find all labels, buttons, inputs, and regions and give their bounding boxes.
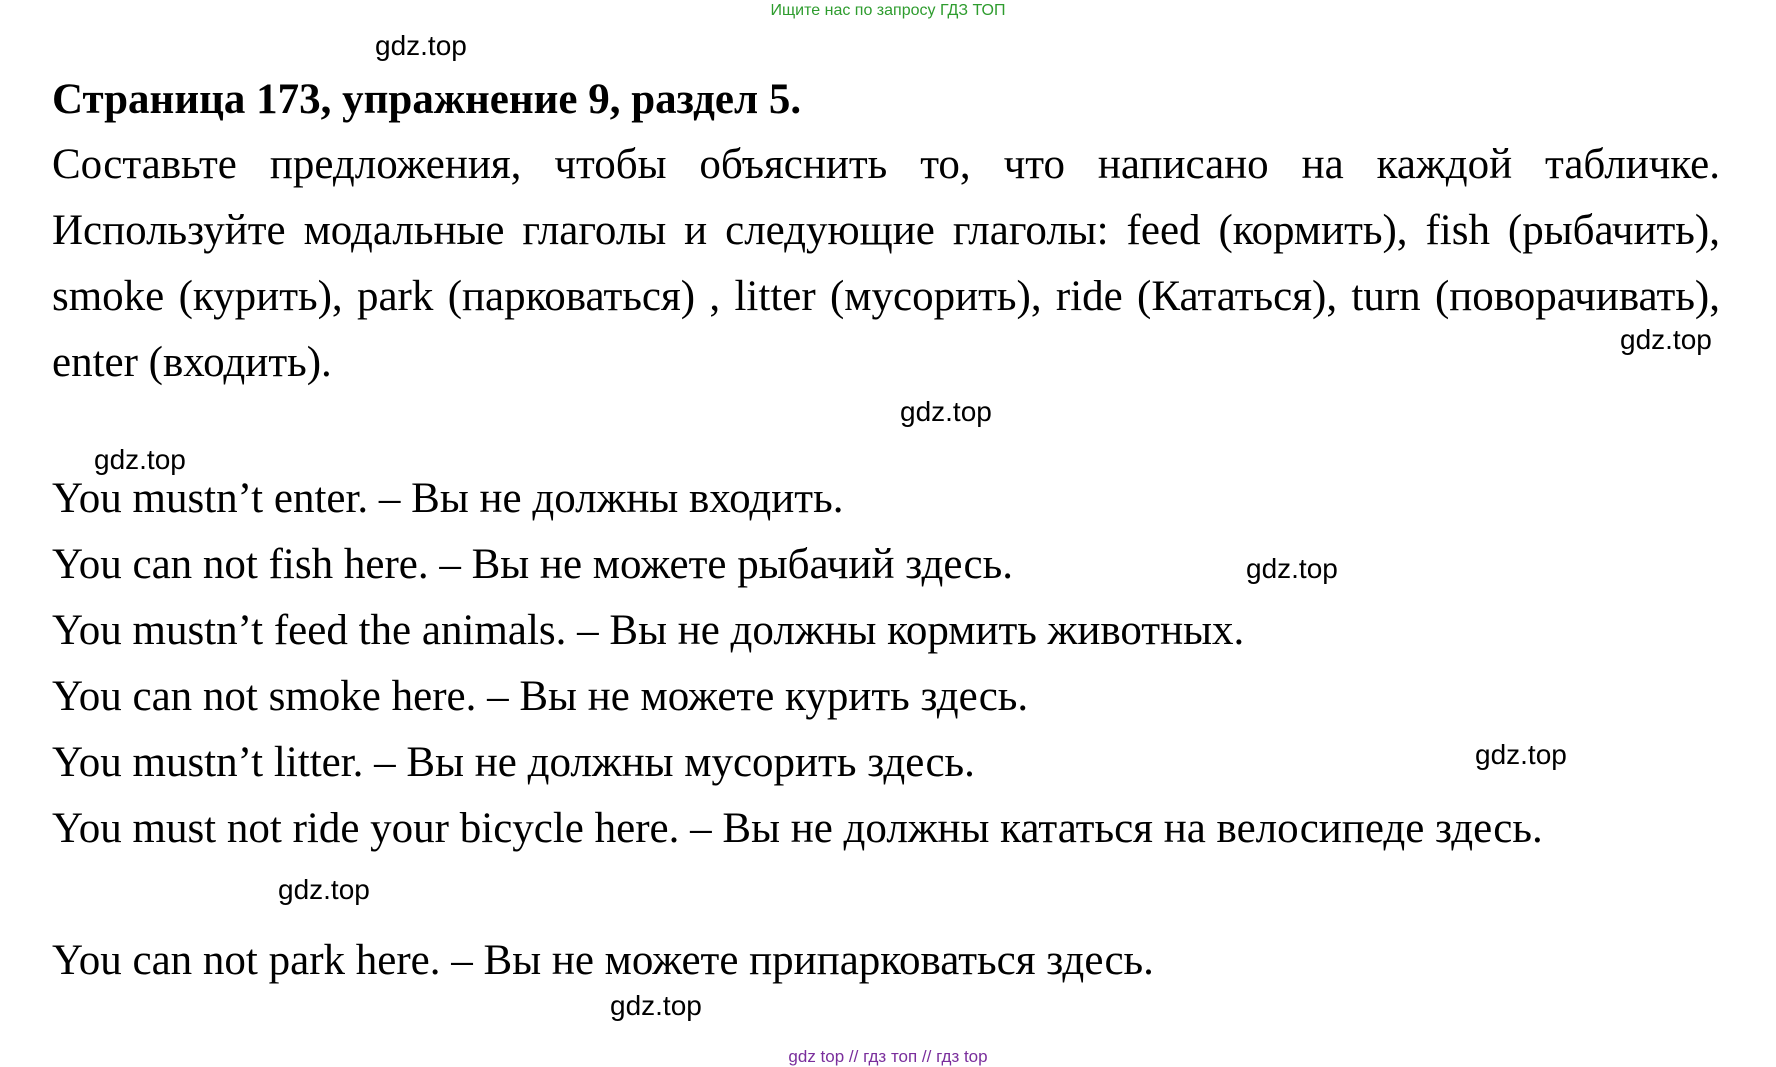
watermark: gdz.top bbox=[94, 444, 186, 475]
task-text: Составьте предложения, чтобы объяснить то, что написано на каждой табличке. Используйте модальные глаголы и следующие глаголы: feed (кормить), fish (рыбачить), smoke (курить), park (парковаться) , litter (мусорить), ride (Кататься), turn (поворачивать), enter (входить). bbox=[52, 141, 1720, 386]
watermark: gdz.top bbox=[1246, 553, 1338, 584]
watermark: gdz.top bbox=[610, 990, 702, 1021]
answer-line: You mustn’t enter. – Вы не должны входить. bbox=[52, 475, 844, 522]
answer-line: You can not park here. – Вы не можете припарковаться здесь. bbox=[52, 937, 1154, 984]
watermark: gdz.top bbox=[375, 30, 467, 61]
answer-line: You can not smoke here. – Вы не можете курить здесь. bbox=[52, 673, 1029, 720]
answer-line: You mustn’t feed the animals. – Вы не должны кормить животных. bbox=[52, 607, 1245, 654]
answer-line: You can not fish here. – Вы не можете рыбачий здесь. bbox=[52, 541, 1013, 588]
watermark: gdz.top bbox=[1475, 739, 1567, 770]
answer-line: You mustn’t litter. – Вы не должны мусорить здесь. bbox=[52, 739, 975, 786]
watermark: gdz.top bbox=[278, 874, 370, 905]
page-title: Страница 173, упражнение 9, раздел 5. bbox=[52, 76, 802, 123]
footer: gdz top // гдз топ // гдз top bbox=[788, 1047, 988, 1066]
watermark: gdz.top bbox=[900, 396, 992, 427]
watermark: gdz.top bbox=[1620, 324, 1712, 355]
top-banner: Ищите нас по запросу ГДЗ ТОП bbox=[770, 2, 1006, 19]
answer-line: You must not ride your bicycle here. – Вы не должны кататься на велосипеде здесь. bbox=[52, 805, 1543, 852]
